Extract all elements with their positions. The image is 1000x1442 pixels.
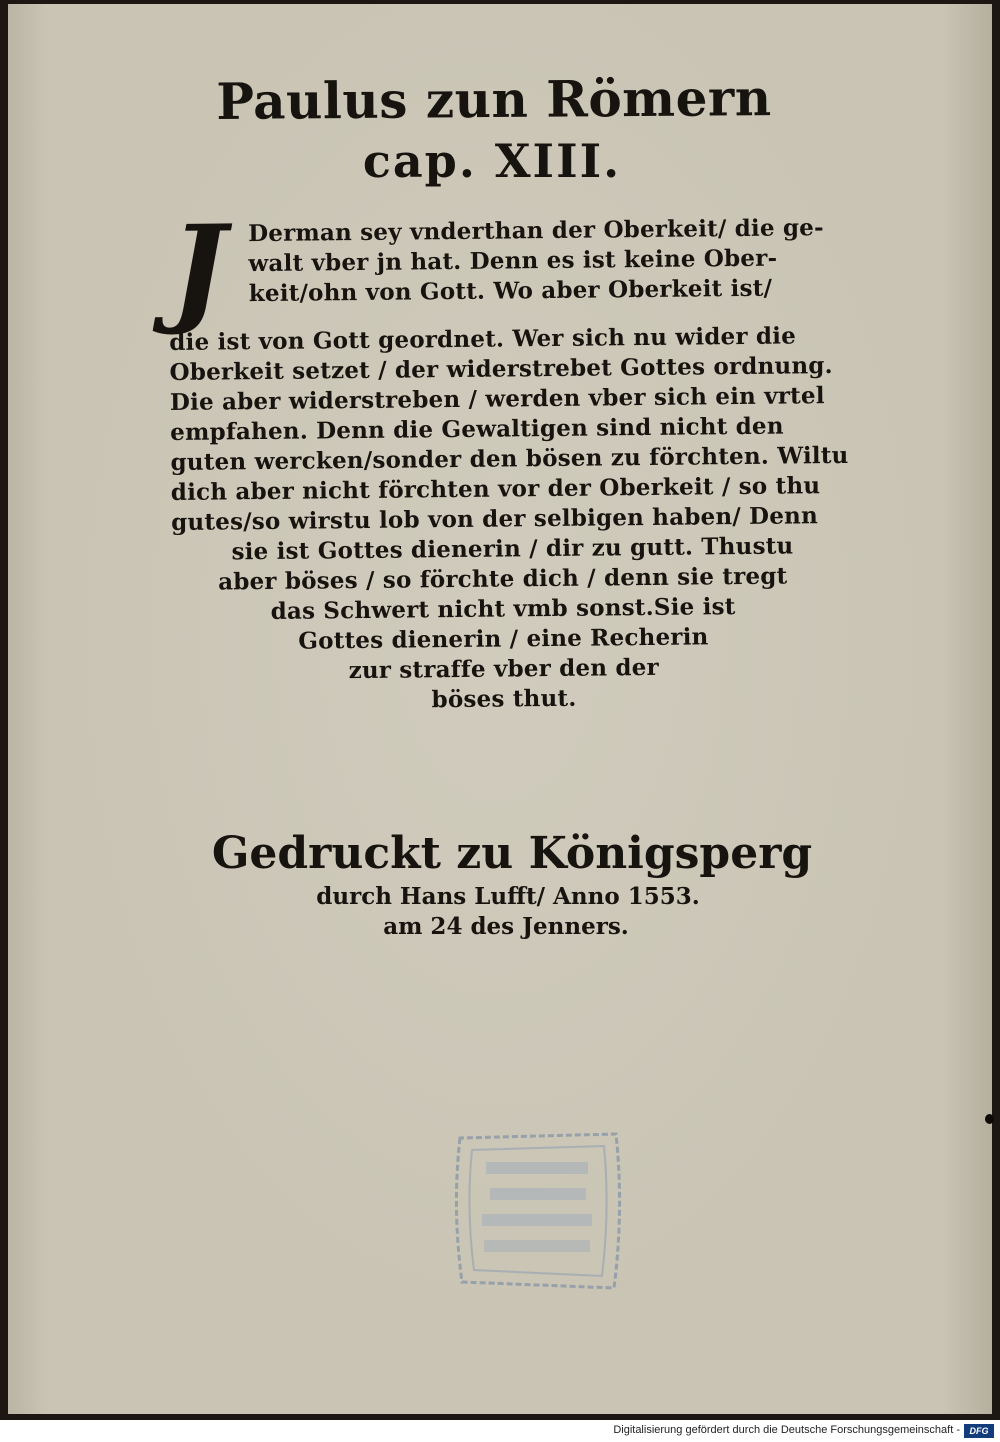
colophon <box>8 826 992 942</box>
text-line: walt vber jn hat. Denn es ist keine Ober- <box>248 244 778 278</box>
page-title: Paulus zun Römern <box>216 68 772 131</box>
text-line: Derman sey vnderthan der Oberkeit/ die ge- <box>248 214 824 248</box>
text-line: zur straffe vber den der <box>348 653 659 685</box>
imprint-place: Gedruckt zu Königsperg <box>211 828 813 879</box>
text-line: das Schwert nicht vmb sonst.Sie ist <box>270 593 736 625</box>
text-line: aber böses / so förchte dich / denn sie tregt <box>217 562 788 596</box>
library-stamp-icon <box>438 1110 634 1306</box>
text-line: sie ist Gottes dienerin / dir zu gutt. Thustu <box>231 532 794 566</box>
imprint-date: am 24 des Jenners. <box>383 913 629 940</box>
book-page <box>8 4 992 1414</box>
text-line: dich aber nicht förchten vor der Oberkeit / so thu <box>170 472 821 506</box>
ink-speck <box>985 1114 994 1124</box>
imprint-printer: durch Hans Lufft/ Anno 1553. <box>316 883 700 910</box>
chapter-heading: cap. XIII. <box>362 134 622 188</box>
page-heading <box>8 70 992 190</box>
body-text <box>168 198 849 718</box>
text-line: keit/ohn von Gott. Wo aber Oberkeit ist/ <box>248 274 773 308</box>
text-line: empfahen. Denn die Gewaltigen sind nicht den <box>170 412 784 446</box>
text-line: böses thut. <box>431 684 577 714</box>
drop-cap-letter: J <box>169 198 228 338</box>
text-line: Die aber widerstreben / werden vber sich ein vrtel <box>169 382 825 416</box>
drop-cap-initial <box>168 198 241 338</box>
text-line: die ist von Gott geordnet. Wer sich nu wider die <box>169 322 797 356</box>
text-line: Oberkeit setzet / der widerstrebet Gottes ordnung. <box>169 352 833 386</box>
dfg-logo: DFG <box>964 1424 994 1438</box>
digitization-credit: Digitalisierung gefördert durch die Deutsche Forschungsgemeinschaft - <box>613 1424 960 1436</box>
text-line: guten wercken/sonder den bösen zu förchten. Wiltu <box>170 441 849 476</box>
footer-bar <box>0 1420 1000 1442</box>
text-line: gutes/so wirstu lob von der selbigen haben/ Denn <box>171 502 819 536</box>
text-line: Gottes dienerin / eine Recherin <box>298 623 709 655</box>
